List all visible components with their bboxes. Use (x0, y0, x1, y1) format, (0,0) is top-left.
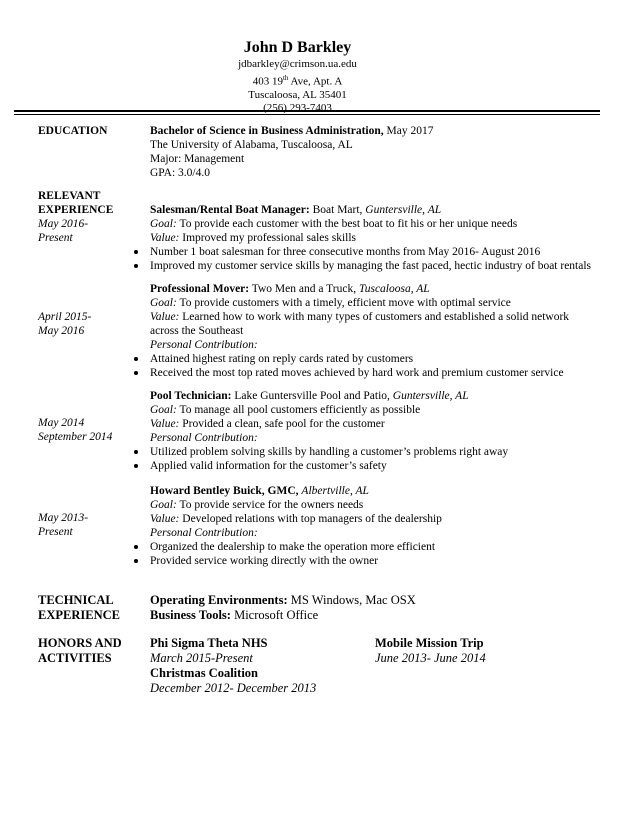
email: jdbarkley@crimson.ua.edu (238, 58, 357, 70)
section-label-experience: RELEVANT EXPERIENCE (38, 190, 114, 216)
job-entry: Howard Bentley Buick, GMC, Albertville, AL Goal: To provide service for the owners needs Value: Developed relations with top managers of the dealership Personal Contribution: Organized the dealership to make the operation more efficient Provided service working directly with the owner (150, 484, 610, 568)
list-item: Improved my customer service skills by managing the fast paced, hectic industry of boat rentals (150, 259, 610, 273)
job-date: April 2015- May 2016 (38, 311, 92, 337)
job-bullets (150, 540, 610, 568)
list-item: Provided service working directly with the owner (150, 554, 610, 568)
honor-date: June 2013- June 2014 (375, 651, 486, 665)
job-bullets (150, 245, 610, 273)
technical-section (150, 593, 610, 623)
education-section (150, 124, 610, 180)
list-item: Applied valid information for the customer’s safety (150, 459, 610, 473)
applicant-name: John D Barkley (243, 39, 352, 56)
job-date: May 2013- Present (38, 512, 89, 538)
honor-name: Christmas Coalition (150, 666, 258, 680)
job-title: Professional Mover: (150, 283, 250, 295)
phone: (256) 293-7403 (263, 102, 332, 115)
list-item: Attained highest rating on reply cards rated by customers (150, 352, 610, 366)
job-title: Pool Technician: (150, 390, 232, 402)
tools-label: Business Tools: (150, 608, 231, 622)
section-label-education: EDUCATION (38, 125, 108, 137)
major: Major: Management (150, 153, 245, 165)
job-date: May 2016- Present (38, 218, 89, 244)
honor-date: December 2012- December 2013 (150, 681, 317, 695)
honors-section-col2 (375, 636, 486, 666)
list-item: Number 1 boat salesman for three consecutive months from May 2016- August 2016 (150, 245, 610, 259)
street-address: 403 19th Ave, Apt. A (252, 73, 343, 88)
tools-value: Microsoft Office (230, 608, 319, 622)
gpa: GPA: 3.0/4.0 (150, 167, 210, 179)
header-divider-thin (14, 114, 600, 115)
job-date: May 2014 September 2014 (38, 417, 113, 443)
os-label: Operating Environments: (150, 593, 288, 607)
section-label-technical: TECHNICAL EXPERIENCE (38, 593, 120, 622)
degree: Bachelor of Science in Business Administration, (150, 125, 384, 137)
honor-name: Mobile Mission Trip (375, 636, 484, 650)
graduation-date: May 2017 (383, 125, 434, 137)
job-bullets (150, 445, 610, 473)
list-item: Organized the dealership to make the operation more efficient (150, 540, 610, 554)
resume-header (0, 38, 595, 116)
city-state-zip: Tuscaloosa, AL 35401 (248, 88, 347, 101)
list-item: Received the most top rated moves achieved by hard work and premium customer service (150, 366, 610, 380)
os-value: MS Windows, Mac OSX (287, 593, 416, 607)
job-title: Howard Bentley Buick, GMC, (150, 485, 299, 497)
job-entry: Salesman/Rental Boat Manager: Boat Mart, Guntersville, AL Goal: To provide each customer with the best boat to fit his or her unique needs Value: Improved my professional sales skills Number 1 boat salesman for three consecutive months from May 2016- August 2016 Improved my customer service skills by managing the fast paced, hectic industry of boat rentals (150, 203, 610, 273)
honor-name: Phi Sigma Theta NHS (150, 636, 268, 650)
job-title: Salesman/Rental Boat Manager: (150, 204, 310, 216)
section-label-honors: HONORS AND ACTIVITIES (38, 636, 122, 665)
job-entry: Professional Mover: Two Men and a Truck, Tuscaloosa, AL Goal: To provide customers with a timely, efficient move with optimal service Value: Learned how to work with many types of customers and established a solid network across the Southeast Personal Contribution: Attained highest rating on reply cards rated by customers Received the most top rated moves achieved by hard work and premium customer service (150, 282, 610, 380)
job-bullets (150, 352, 610, 380)
school: The University of Alabama, Tuscaloosa, AL (150, 139, 353, 151)
job-entry: Pool Technician: Lake Guntersville Pool and Patio, Guntersville, AL Goal: To manage all pool customers efficiently as possible Value: Provided a clean, safe pool for the customer Personal Contribution: Utilized problem solving skills by handling a customer’s problems right away Applied valid information for the customer’s safety (150, 389, 610, 473)
header-divider (14, 110, 600, 112)
honor-date: March 2015-Present (150, 651, 253, 665)
list-item: Utilized problem solving skills by handling a customer’s problems right away (150, 445, 610, 459)
